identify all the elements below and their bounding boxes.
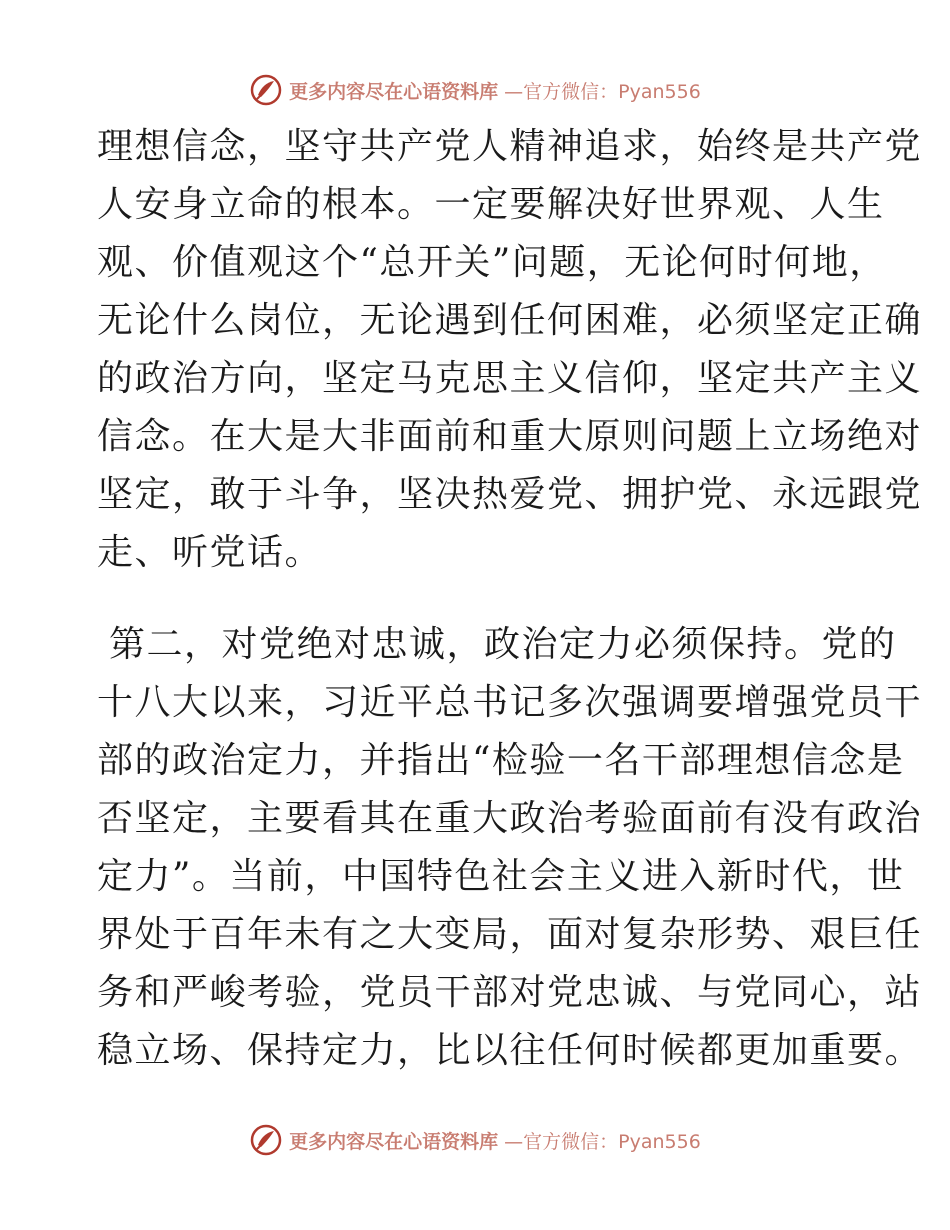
footer-watermark bbox=[0, 1120, 950, 1160]
pen-logo-icon bbox=[249, 1123, 283, 1157]
watermark-text: 更多内容尽在心语资料库 bbox=[289, 1130, 499, 1153]
text-line: 观、价值观这个“总开关”问题，无论何时何地， bbox=[97, 242, 887, 283]
pen-logo-icon bbox=[249, 73, 283, 107]
paragraph-2 bbox=[97, 616, 923, 1080]
watermark-text: 更多内容尽在心语资料库 bbox=[289, 80, 499, 103]
paragraph-1 bbox=[97, 118, 923, 582]
text-line: 否坚定，主要看其在重大政治考验面前有没有政治 bbox=[97, 798, 923, 839]
text-line: 的政治方向，坚定马克思主义信仰，坚定共产主义 bbox=[97, 358, 923, 399]
text-line: 稳立场、保持定力，比以往任何时候都更加重要。 bbox=[97, 1030, 923, 1071]
header-watermark bbox=[0, 70, 950, 110]
text-line: 第二，对党绝对忠诚，政治定力必须保持。党的 bbox=[109, 624, 897, 665]
text-line: 定力”。当前，中国特色社会主义进入新时代，世 bbox=[97, 856, 905, 897]
text-line: 务和严峻考验，党员干部对党忠诚、与党同心，站 bbox=[97, 972, 923, 1013]
text-line: 部的政治定力，并指出“检验一名干部理想信念是 bbox=[97, 740, 905, 781]
watermark-suffix: —官方微信：Pyan556 bbox=[504, 1130, 701, 1153]
text-line: 十八大以来，习近平总书记多次强调要增强党员干 bbox=[97, 682, 923, 723]
text-line: 人安身立命的根本。一定要解决好世界观、人生 bbox=[97, 184, 885, 225]
text-line: 理想信念，坚守共产党人精神追求，始终是共产党 bbox=[97, 126, 923, 167]
text-line: 坚定，敢于斗争，坚决热爱党、拥护党、永远跟党 bbox=[97, 474, 923, 515]
document-body bbox=[97, 118, 923, 1080]
text-line: 无论什么岗位，无论遇到任何困难，必须坚定正确 bbox=[97, 300, 923, 341]
text-line: 界处于百年未有之大变局，面对复杂形势、艰巨任 bbox=[97, 914, 923, 955]
text-line: 走、听党话。 bbox=[97, 532, 323, 573]
text-line: 信念。在大是大非面前和重大原则问题上立场绝对 bbox=[97, 416, 923, 457]
watermark-suffix: —官方微信：Pyan556 bbox=[504, 80, 701, 103]
